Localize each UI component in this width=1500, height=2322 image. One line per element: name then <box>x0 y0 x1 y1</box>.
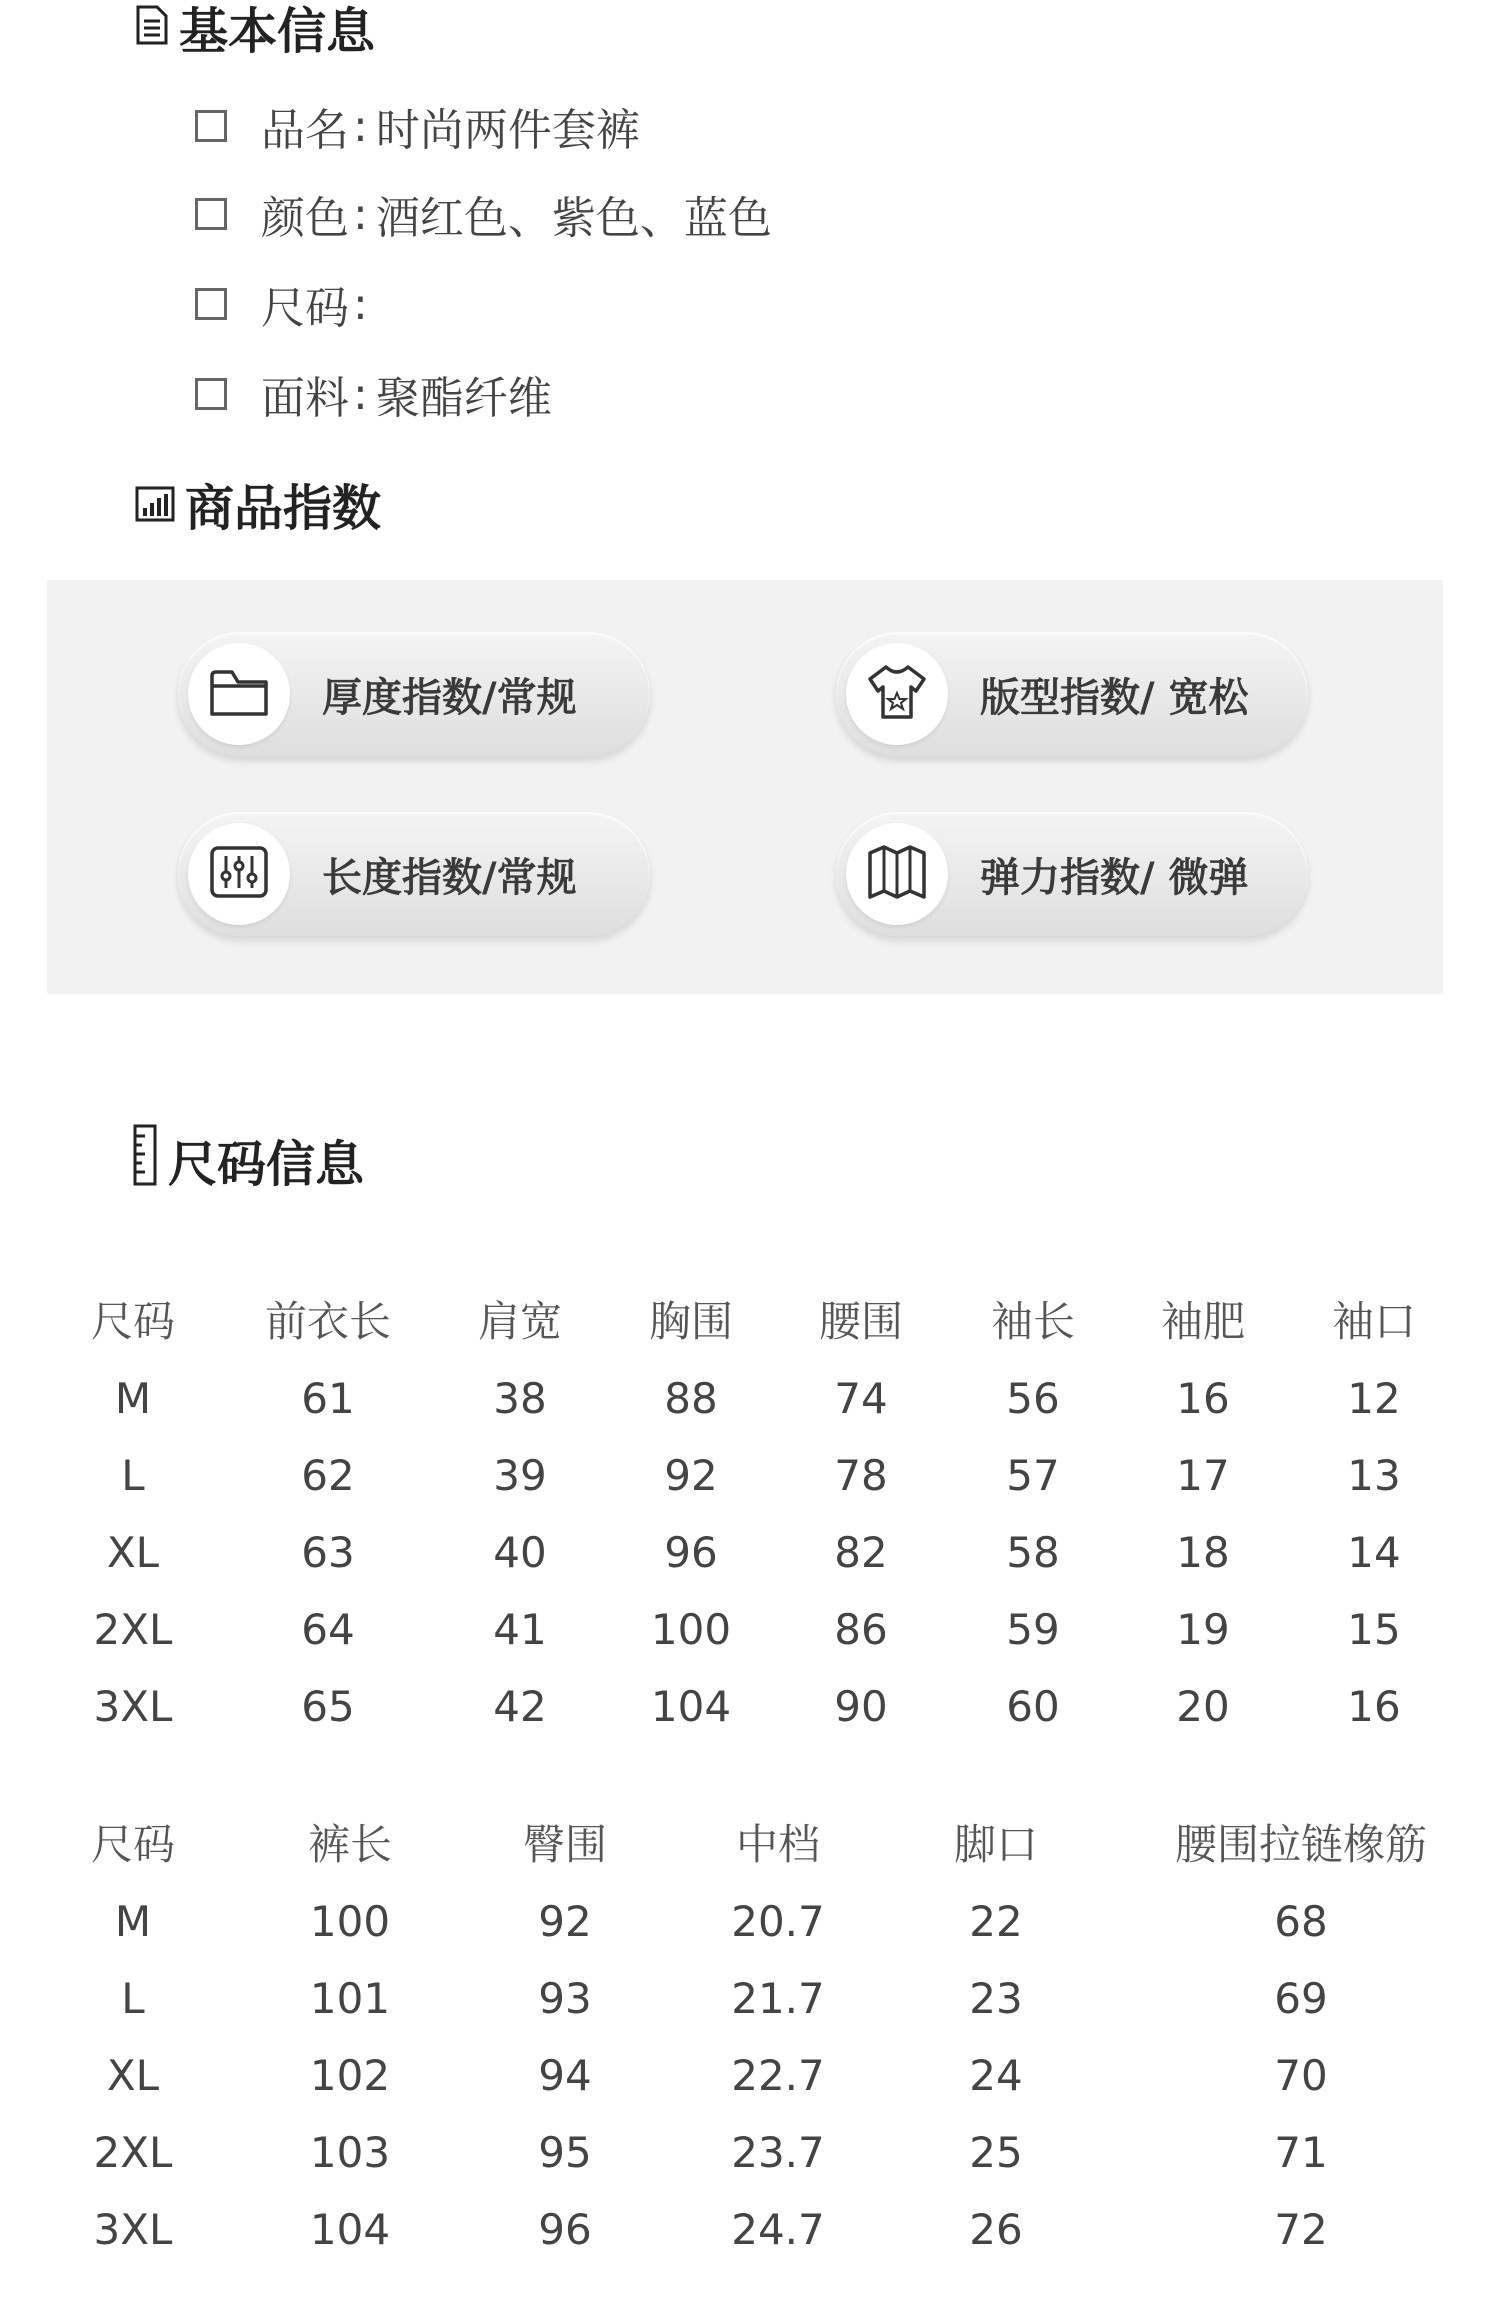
info-label: 颜色 <box>261 193 349 244</box>
info-value: 酒红色、紫色、蓝色 <box>375 193 772 244</box>
table-cell: 68 <box>1274 1897 1328 1946</box>
table-cell: 26 <box>969 2205 1023 2254</box>
table-header-cell: 前衣长 <box>264 1297 392 1346</box>
table-cell: 62 <box>301 1451 355 1500</box>
table-cell: 23 <box>969 1974 1023 2023</box>
table-cell: 59 <box>1006 1605 1060 1654</box>
table-cell: 3XL <box>93 2205 173 2254</box>
info-row-color <box>195 186 772 242</box>
table-cell: 82 <box>834 1528 888 1577</box>
table-row <box>45 2114 1445 2191</box>
table-cell: 92 <box>538 1897 592 1946</box>
checkbox[interactable] <box>195 110 227 142</box>
table-cell: 58 <box>1006 1528 1060 1577</box>
table-header-cell: 袖口 <box>1331 1297 1417 1346</box>
table-cell: 60 <box>1006 1682 1060 1731</box>
table-row <box>45 1960 1445 2037</box>
table-cell: M <box>114 1374 152 1423</box>
table-cell: 100 <box>309 1897 391 1946</box>
table-cell: XL <box>106 2051 160 2100</box>
product-index-heading <box>135 475 381 535</box>
table-cell: 94 <box>538 2051 592 2100</box>
table-cell: 3XL <box>93 1682 173 1731</box>
table-cell: 25 <box>969 2128 1023 2177</box>
table-header-cell: 胸围 <box>648 1297 734 1346</box>
table-row <box>45 2191 1445 2268</box>
table-cell: L <box>121 1451 145 1500</box>
folder-icon <box>208 664 270 724</box>
table-header-cell: 腰围拉链橡筋 <box>1174 1820 1428 1869</box>
table-cell: 22 <box>969 1897 1023 1946</box>
product-index-title: 商品指数 <box>185 480 382 537</box>
table-cell: 71 <box>1274 2128 1328 2177</box>
table-cell: 20.7 <box>731 1897 825 1946</box>
table-cell: M <box>114 1897 152 1946</box>
table-cell: 57 <box>1006 1451 1060 1500</box>
table-cell: 56 <box>1006 1374 1060 1423</box>
index-panel <box>47 580 1443 994</box>
map-fold-icon <box>866 843 928 905</box>
table-cell: 88 <box>664 1374 718 1423</box>
table-cell: 16 <box>1176 1374 1230 1423</box>
index-pill-label: 长度指数/常规 <box>322 854 577 901</box>
checkbox[interactable] <box>195 198 227 230</box>
table-header-cell: 尺码 <box>90 1297 176 1346</box>
table-cell: 65 <box>301 1682 355 1731</box>
table-cell: 23.7 <box>731 2128 825 2177</box>
table-cell: 38 <box>493 1374 547 1423</box>
table-cell: 101 <box>309 1974 391 2023</box>
tshirt-icon <box>866 663 928 725</box>
ruler-icon <box>132 1124 158 1198</box>
table-cell: 93 <box>538 1974 592 2023</box>
table-cell: 90 <box>834 1682 888 1731</box>
table-cell: 14 <box>1347 1528 1401 1577</box>
table-cell: XL <box>106 1528 160 1577</box>
table-header-cell: 袖肥 <box>1160 1297 1246 1346</box>
sliders-icon <box>208 844 270 904</box>
bar-chart-icon <box>135 477 175 534</box>
index-pill-fit <box>836 632 1308 756</box>
table-header-row <box>45 1283 1445 1360</box>
index-pill-label: 版型指数/ 宽松 <box>980 674 1249 721</box>
table-cell: 42 <box>493 1682 547 1731</box>
index-pill-length <box>178 812 650 936</box>
table-row <box>45 1437 1445 1514</box>
table-cell: 22.7 <box>731 2051 825 2100</box>
table-header-cell: 裤长 <box>307 1820 393 1869</box>
table-row <box>45 1514 1445 1591</box>
table-row <box>45 1591 1445 1668</box>
table-cell: 41 <box>493 1605 547 1654</box>
table-cell: 64 <box>301 1605 355 1654</box>
table-cell: 19 <box>1176 1605 1230 1654</box>
table-header-cell: 腰围 <box>818 1297 904 1346</box>
table-cell: 17 <box>1176 1451 1230 1500</box>
table-row <box>45 1360 1445 1437</box>
info-value: 聚酯纤维 <box>375 373 552 424</box>
info-colon: : <box>353 278 368 330</box>
table-cell: 63 <box>301 1528 355 1577</box>
table-header-cell: 脚口 <box>953 1820 1039 1869</box>
table-cell: 61 <box>301 1374 355 1423</box>
table-cell: 18 <box>1176 1528 1230 1577</box>
document-icon <box>135 0 169 57</box>
info-colon: : <box>353 188 368 240</box>
table-cell: L <box>121 1974 145 2023</box>
info-label: 面料 <box>261 373 349 424</box>
table-cell: 95 <box>538 2128 592 2177</box>
table-row <box>45 1883 1445 1960</box>
index-pill-label: 厚度指数/常规 <box>322 674 577 721</box>
table-cell: 92 <box>664 1451 718 1500</box>
table-cell: 2XL <box>93 1605 173 1654</box>
index-pill-label: 弹力指数/ 微弹 <box>980 854 1249 901</box>
table-cell: 40 <box>493 1528 547 1577</box>
table-cell: 96 <box>664 1528 718 1577</box>
table-cell: 103 <box>309 2128 391 2177</box>
table-cell: 24 <box>969 2051 1023 2100</box>
table-header-cell: 袖长 <box>990 1297 1076 1346</box>
size-info-heading <box>132 1130 364 1192</box>
table-row <box>45 1668 1445 1745</box>
table-cell: 20 <box>1176 1682 1230 1731</box>
table-header-cell: 中档 <box>735 1820 821 1869</box>
table-cell: 15 <box>1347 1605 1401 1654</box>
table-header-cell: 肩宽 <box>477 1297 563 1346</box>
table-cell: 72 <box>1274 2205 1328 2254</box>
size-table-bottom <box>45 1806 1445 2268</box>
table-cell: 104 <box>650 1682 732 1731</box>
table-row <box>45 2037 1445 2114</box>
info-value: 时尚两件套裤 <box>375 105 640 156</box>
table-header-cell: 臀围 <box>522 1820 608 1869</box>
basic-info-heading <box>135 0 376 60</box>
table-cell: 13 <box>1347 1451 1401 1500</box>
table-cell: 96 <box>538 2205 592 2254</box>
info-row-fabric <box>195 366 552 422</box>
table-cell: 21.7 <box>731 1974 825 2023</box>
size-table-top <box>45 1283 1445 1745</box>
index-pill-thickness <box>178 632 650 756</box>
table-cell: 78 <box>834 1451 888 1500</box>
table-cell: 12 <box>1347 1374 1401 1423</box>
size-info-title: 尺码信息 <box>168 1136 365 1193</box>
info-row-size <box>195 276 376 332</box>
table-cell: 100 <box>650 1605 732 1654</box>
checkbox[interactable] <box>195 378 227 410</box>
index-pill-stretch <box>836 812 1308 936</box>
table-header-cell: 尺码 <box>90 1820 176 1869</box>
table-cell: 104 <box>309 2205 391 2254</box>
table-cell: 2XL <box>93 2128 173 2177</box>
table-cell: 86 <box>834 1605 888 1654</box>
table-cell: 74 <box>834 1374 888 1423</box>
info-colon: : <box>353 368 368 420</box>
table-cell: 102 <box>309 2051 391 2100</box>
table-cell: 16 <box>1347 1682 1401 1731</box>
basic-info-title: 基本信息 <box>179 3 376 60</box>
table-cell: 39 <box>493 1451 547 1500</box>
table-cell: 70 <box>1274 2051 1328 2100</box>
info-label: 品名 <box>261 105 349 156</box>
info-label: 尺码 <box>261 283 349 334</box>
table-cell: 69 <box>1274 1974 1328 2023</box>
info-row-name <box>195 98 640 154</box>
table-header-row <box>45 1806 1445 1883</box>
info-colon: : <box>353 100 368 152</box>
checkbox[interactable] <box>195 288 227 320</box>
table-cell: 24.7 <box>731 2205 825 2254</box>
